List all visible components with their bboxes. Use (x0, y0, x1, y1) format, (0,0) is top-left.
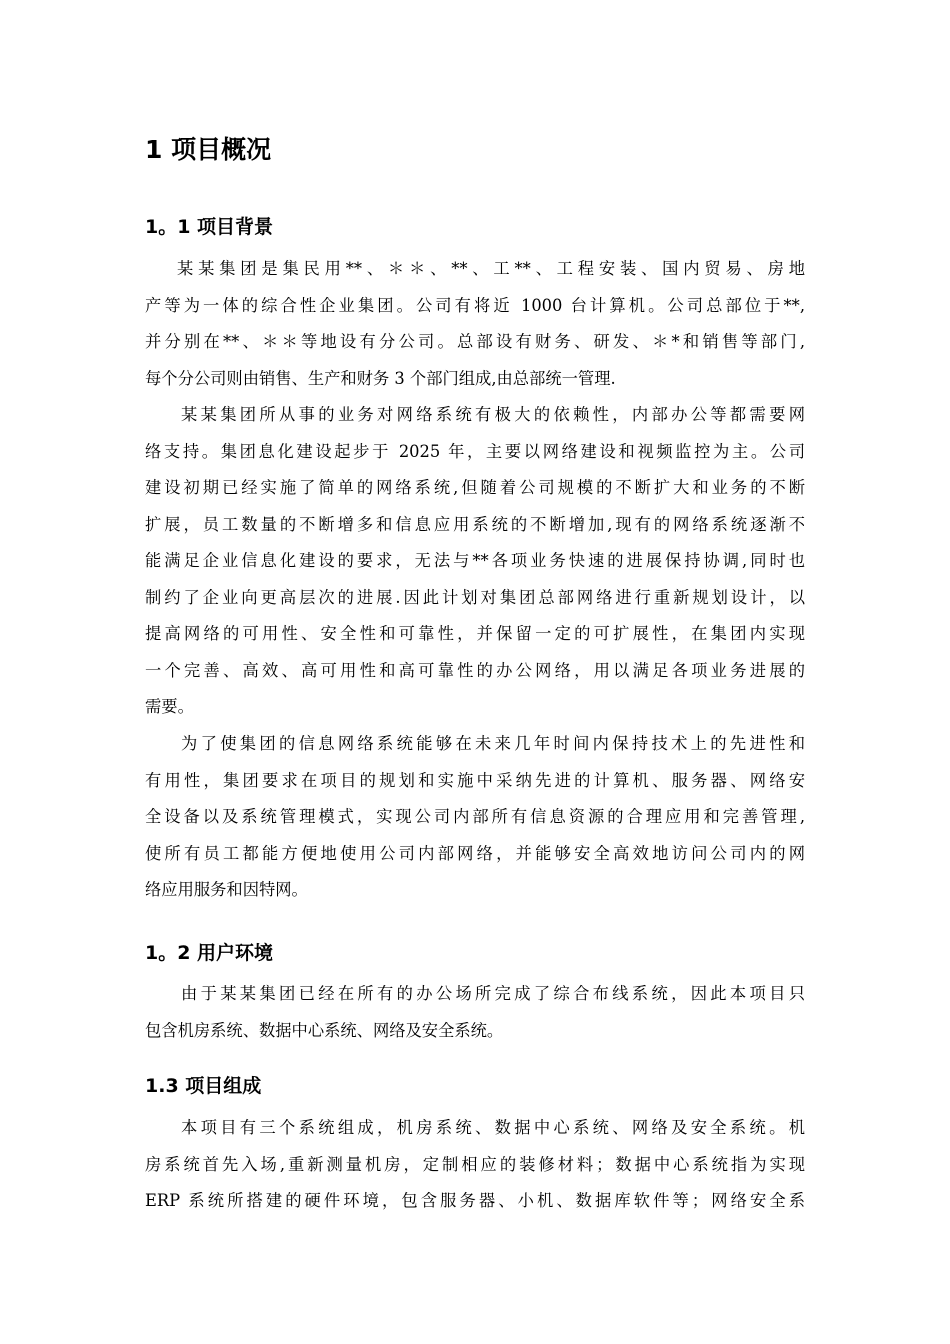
text-line: 能满足企业信息化建设的要求，无法与**各项业务快速的进展保持协调,同时也 (145, 551, 805, 570)
text-line: 产等为一体的综合性企业集团。公司有将近 1000 台计算机。公司总部位于**, (145, 295, 805, 315)
text-line: 包含机房系统、数据中心系统、网络及安全系统。 (145, 1020, 504, 1040)
text-line: 某某集团是集民用**、＊＊、**、工**、工程安装、国内贸易、房地 (177, 259, 805, 278)
text-line: ERP 系统所搭建的硬件环境，包含服务器、小机、数据库软件等；网络安全系 (145, 1191, 805, 1210)
text-line: 一个完善、高效、高可用性和高可靠性的办公网络，用以满足各项业务进展的 (145, 660, 805, 680)
text-line: 建设初期已经实施了简单的网络系统,但随着公司规模的不断扩大和业务的不断 (145, 478, 805, 497)
text-line: 本项目有三个系统组成，机房系统、数据中心系统、网络及安全系统。机 (181, 1118, 805, 1137)
text-line: 需要。 (145, 697, 194, 716)
section-title-user-environment: 1。2 用户环境 (145, 942, 274, 964)
section-title-background: 1。1 项目背景 (145, 216, 274, 238)
chapter-title: 1 项目概况 (145, 135, 272, 164)
text-line: 房系统首先入场,重新测量机房，定制相应的装修材料；数据中心系统指为实现 (145, 1154, 805, 1174)
text-line: 提高网络的可用性、安全性和可靠性，并保留一定的可扩展性，在集团内实现 (145, 624, 805, 643)
paragraph-network-dependency (145, 397, 805, 726)
text-line: 有用性，集团要求在项目的规划和实施中采纳先进的计算机、服务器、网络安 (145, 770, 805, 790)
text-line: 为了使集团的信息网络系统能够在未来几年时间内保持技术上的先进性和 (181, 734, 805, 753)
paragraph-project-composition (145, 1110, 805, 1220)
text-line: 络支持。集团息化建设起步于 2025 年，主要以网络建设和视频监控为主。公司 (145, 441, 805, 461)
text-line: 制约了企业向更高层次的进展.因此计划对集团总部网络进行重新规划设计，以 (145, 587, 805, 607)
text-line: 并分别在**、＊＊等地设有分公司。总部设有财务、研发、＊*和销售等部门, (145, 332, 805, 351)
text-line: 某某集团所从事的业务对网络系统有极大的依赖性，内部办公等都需要网 (181, 405, 805, 424)
paragraph-group-requirements (145, 726, 805, 909)
paragraph-company-intro (145, 251, 805, 397)
paragraph-user-environment (145, 976, 805, 1049)
text-line: 每个分公司则由销售、生产和财务 3 个部门组成,由总部统一管理. (145, 368, 616, 388)
text-line: 使所有员工都能方便地使用公司内部网络，并能够安全高效地访问公司内的网 (145, 843, 805, 863)
text-line: 络应用服务和因特网。 (145, 880, 308, 899)
text-line: 由于某某集团已经在所有的办公场所完成了综合布线系统，因此本项目只 (181, 984, 805, 1003)
section-title-project-composition: 1.3 项目组成 (145, 1075, 262, 1097)
text-line: 扩展，员工数量的不断增多和信息应用系统的不断增加,现有的网络系统逐渐不 (145, 514, 805, 534)
text-line: 全设备以及系统管理模式，实现公司内部所有信息资源的合理应用和完善管理, (145, 807, 805, 826)
